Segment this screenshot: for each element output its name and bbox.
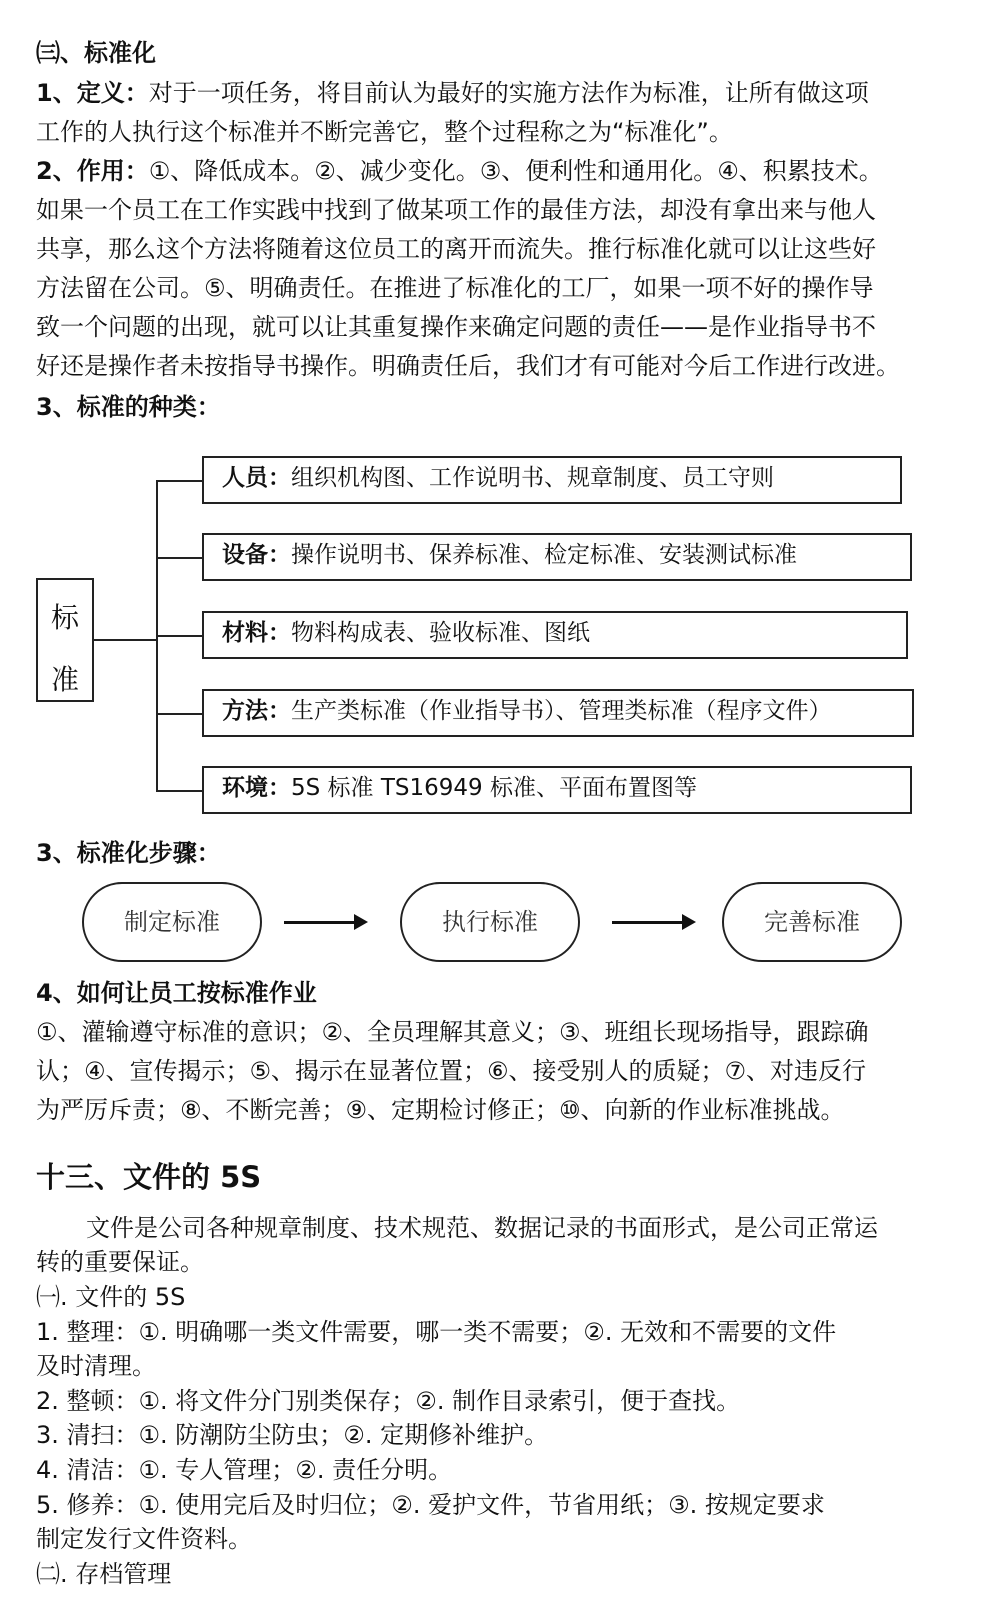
- standard-root-box: [36, 578, 94, 702]
- how-line-2: 认；④、宣传揭示；⑤、揭示在显著位置；⑥、接受别人的质疑；⑦、对违反行: [36, 1057, 867, 1085]
- type-text: 组织机构图、工作说明书、规章制度、员工守则: [291, 465, 774, 491]
- standardization-heading: ㈢、标准化: [36, 39, 156, 67]
- effect-line-3: 共享，那么这个方法将随着这位员工的离开而流失。推行标准化就可以让这些好: [36, 235, 876, 263]
- file-5s-item-3: 3. 清扫：①. 防潮防尘防虫；②. 定期修补维护。: [36, 1421, 549, 1449]
- step-define-standard: 制定标准: [82, 882, 262, 962]
- standard-root-char-1: 标: [50, 601, 79, 634]
- steps-heading: 3、标准化步骤：: [36, 839, 221, 867]
- how-line-3: 为严厉斥责；⑧、不断完善；⑨、定期检讨修正；⑩、向新的作业标准挑战。: [36, 1096, 845, 1124]
- branch-environment: [156, 790, 202, 792]
- type-text: 生产类标准（作业指导书）、管理类标准（程序文件）: [291, 698, 832, 724]
- arrow-right-icon: [284, 921, 364, 924]
- type-label: 方法：: [222, 698, 291, 724]
- section13-intro-1: 文件是公司各种规章制度、技术规范、数据记录的书面形式，是公司正常运: [86, 1214, 878, 1242]
- section13-title: 十三、文件的 5S: [36, 1160, 262, 1194]
- definition-text-1: 对于一项任务，将目前认为最好的实施方法作为标准，让所有做这项: [148, 79, 869, 107]
- definition-line-2: 工作的人执行这个标准并不断完善它，整个过程称之为“标准化”。: [36, 118, 733, 146]
- root-connector: [94, 639, 158, 641]
- type-box-equipment: [202, 533, 912, 581]
- type-label: 材料：: [222, 620, 291, 646]
- effect-line-2: 如果一个员工在工作实践中找到了做某项工作的最佳方法，却没有拿出来与他人: [36, 196, 876, 224]
- types-heading: 3、标准的种类：: [36, 393, 221, 421]
- branch-personnel: [156, 480, 202, 482]
- effect-line-4: 方法留在公司。⑤、明确责任。在推进了标准化的工厂，如果一项不好的操作导: [36, 274, 874, 302]
- type-label: 人员：: [222, 465, 291, 491]
- file-5s-subheading: ㈠. 文件的 5S: [36, 1283, 186, 1311]
- section13-intro-2: 转的重要保证。: [36, 1248, 204, 1276]
- type-box-environment: [202, 766, 912, 814]
- type-text: 5S 标准 TS16949 标准、平面布置图等: [291, 775, 697, 801]
- file-5s-item-5b: 制定发行文件资料。: [36, 1525, 252, 1553]
- branch-material: [156, 635, 202, 637]
- definition-line-1: [36, 78, 976, 108]
- arrow-right-icon: [612, 921, 692, 924]
- effect-line-5: 致一个问题的出现，就可以让其重复操作来确定问题的责任——是作业指导书不: [36, 313, 876, 341]
- effect-text-1: ①、降低成本。②、减少变化。③、便利性和通用化。④、积累技术。: [148, 157, 883, 185]
- branch-method: [156, 713, 202, 715]
- type-box-method: [202, 689, 914, 737]
- branch-equipment: [156, 557, 202, 559]
- type-text: 物料构成表、验收标准、图纸: [291, 620, 590, 646]
- effect-line-1: [36, 156, 976, 186]
- type-label: 环境：: [222, 775, 291, 801]
- type-box-material: [202, 611, 908, 659]
- step-execute-standard: 执行标准: [400, 882, 580, 962]
- standard-root-char-2: 准: [50, 663, 79, 696]
- effect-line-6: 好还是操作者未按指导书操作。明确责任后，我们才有可能对今后工作进行改进。: [36, 352, 900, 380]
- how-heading: 4、如何让员工按标准作业: [36, 979, 317, 1007]
- how-line-1: ①、灌输遵守标准的意识；②、全员理解其意义；③、班组长现场指导，跟踪确: [36, 1018, 869, 1046]
- file-5s-item-5a: 5. 修养：①. 使用完后及时归位；②. 爱护文件，节省用纸；③. 按规定要求: [36, 1491, 825, 1519]
- type-text: 操作说明书、保养标准、检定标准、安装测试标准: [291, 542, 797, 568]
- definition-label: 1、定义：: [36, 79, 149, 107]
- file-5s-item-4: 4. 清洁：①. 专人管理；②. 责任分明。: [36, 1456, 453, 1484]
- file-5s-item-1b: 及时清理。: [36, 1352, 156, 1380]
- file-5s-item-2: 2. 整顿：①. 将文件分门别类保存；②. 制作目录索引，便于查找。: [36, 1387, 741, 1415]
- type-label: 设备：: [222, 542, 291, 568]
- file-5s-item-1a: 1. 整理：①. 明确哪一类文件需要，哪一类不需要；②. 无效和不需要的文件: [36, 1318, 837, 1346]
- effect-label: 2、作用：: [36, 157, 149, 185]
- archive-subheading: ㈡. 存档管理: [36, 1560, 172, 1588]
- type-box-personnel: [202, 456, 902, 504]
- step-improve-standard: 完善标准: [722, 882, 902, 962]
